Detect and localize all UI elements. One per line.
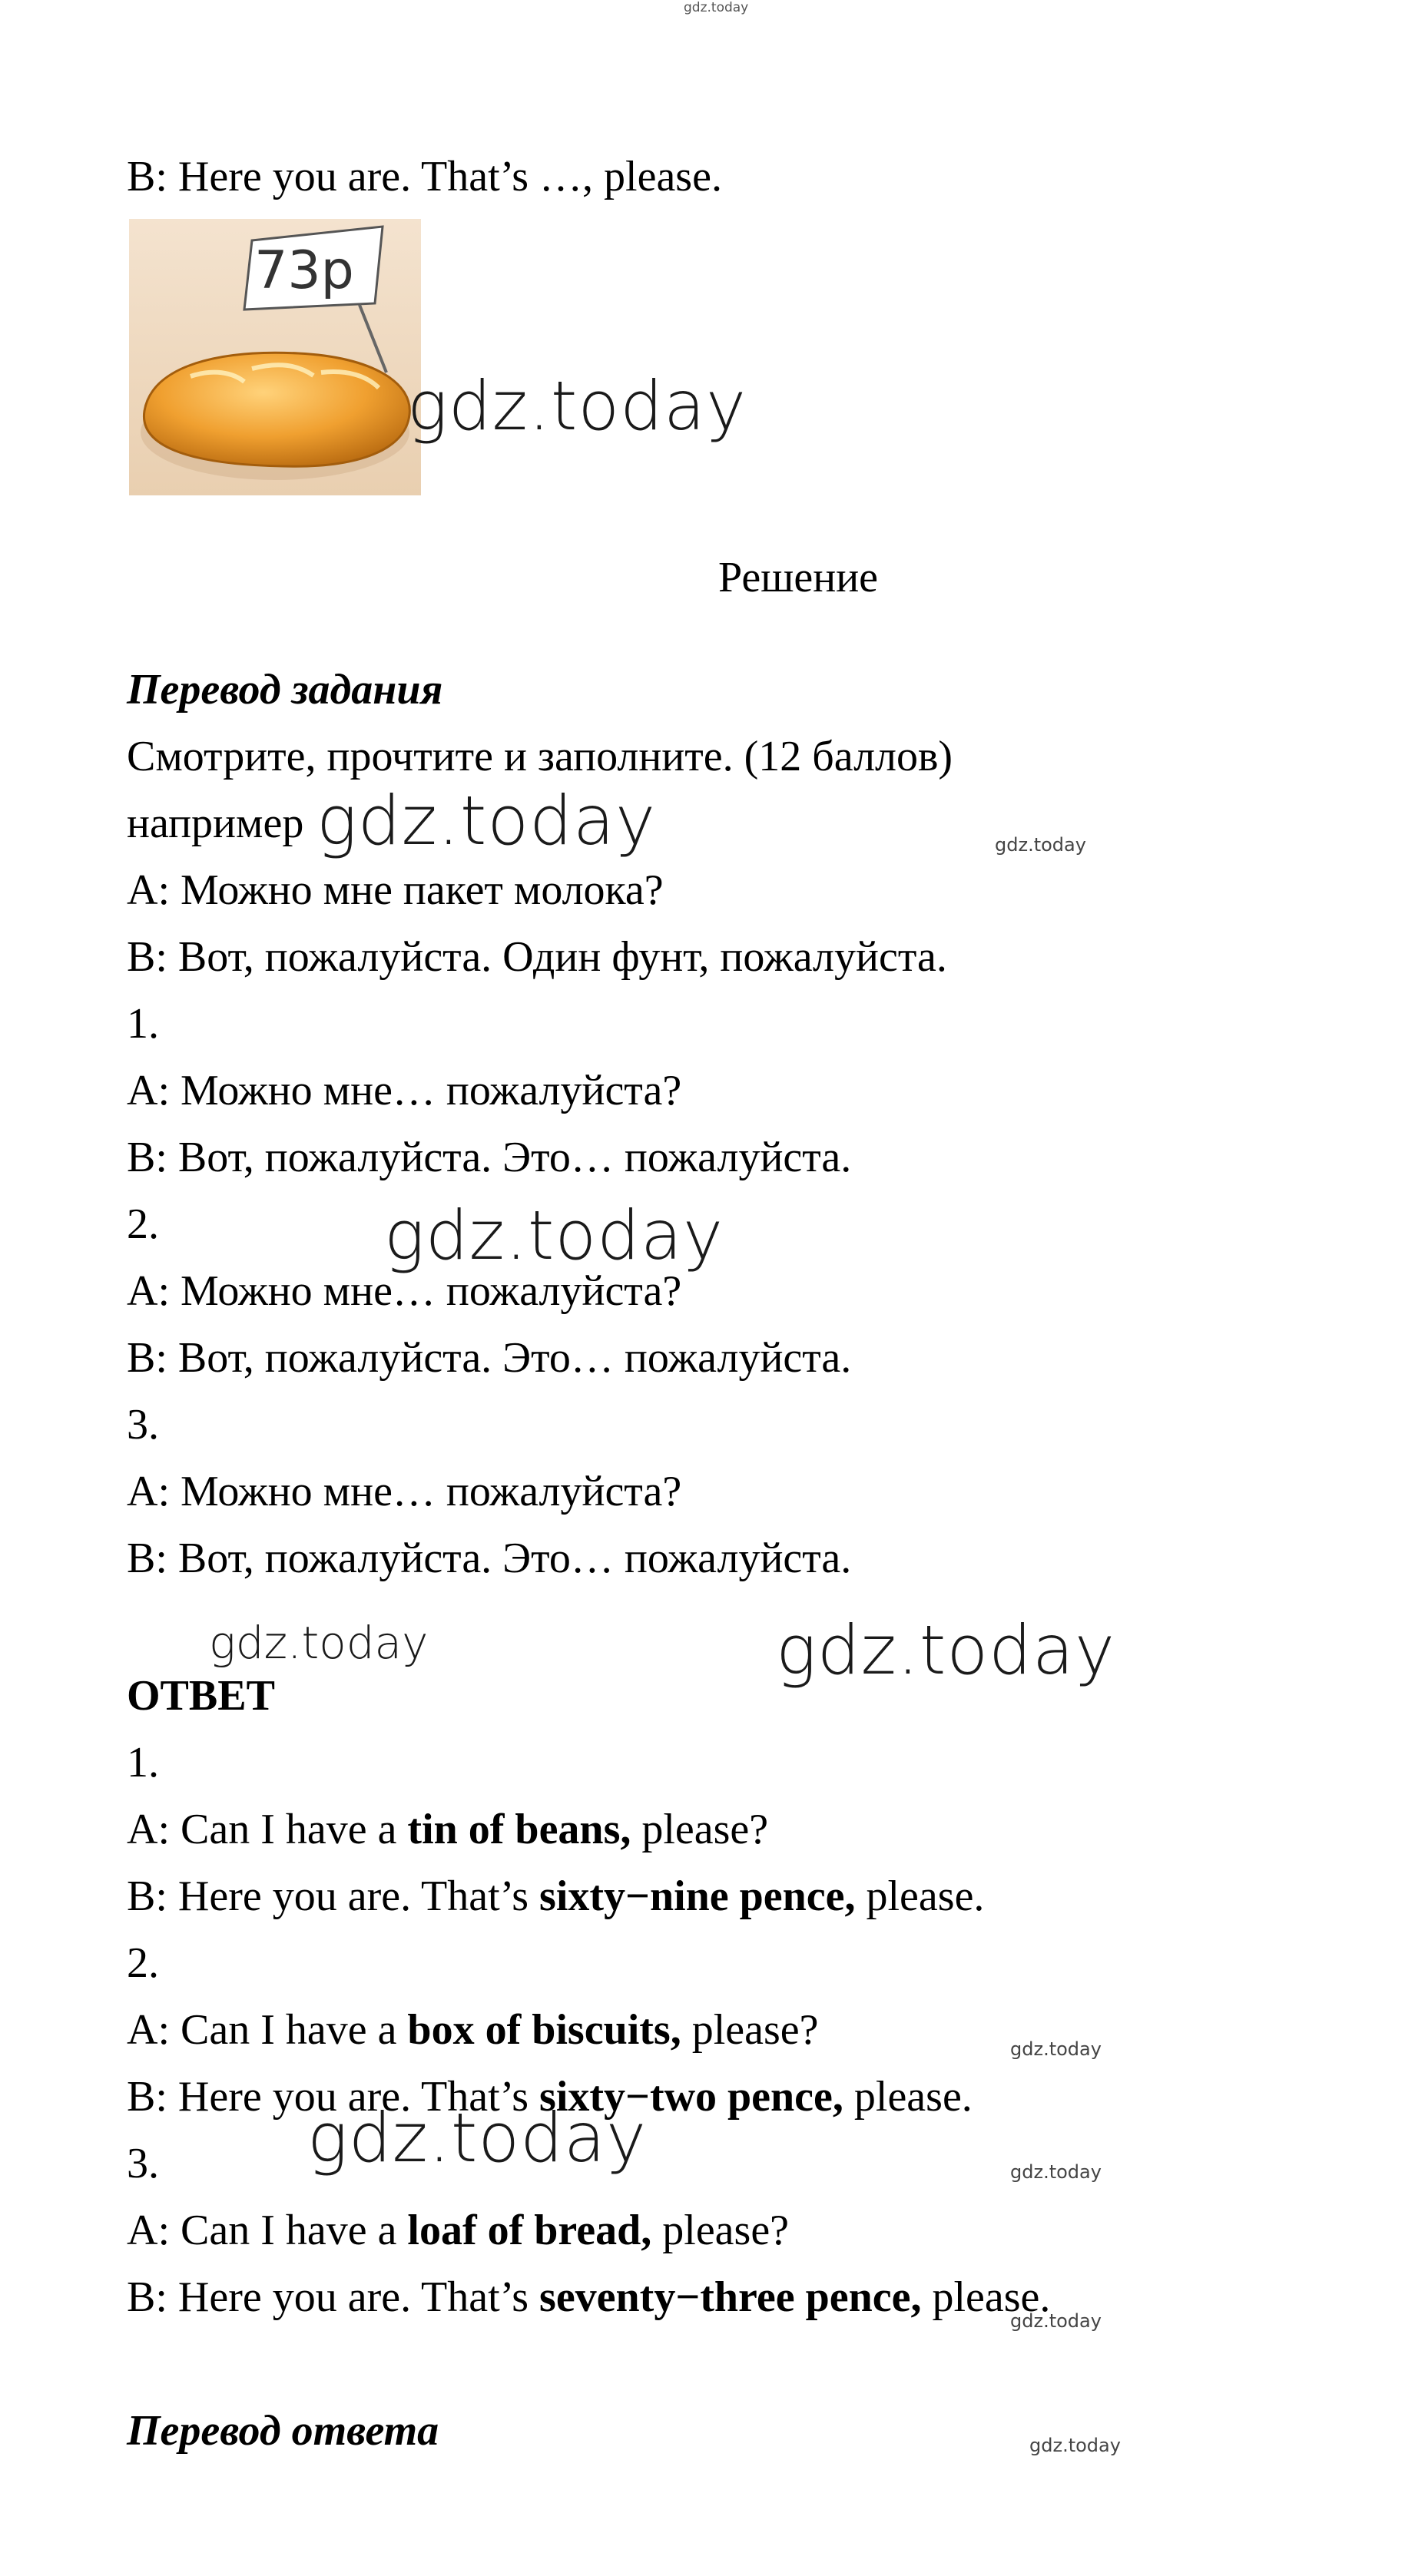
task-item-number: 2.	[127, 1200, 159, 1248]
task-item-line-b: B: Вот, пожалуйста. Это… пожалуйста.	[127, 1134, 852, 1181]
watermark-large-4: gdz.today	[776, 1611, 1116, 1690]
task-item-number: 1.	[127, 1000, 159, 1048]
answer-line-a: A: Can I have a tin of beans, please?	[127, 1806, 769, 1853]
watermark-small-2: gdz.today	[1010, 2038, 1102, 2060]
bread-loaf-icon	[141, 353, 409, 480]
answer-line-a: A: Can I have a loaf of bread, please?	[127, 2207, 790, 2254]
task-translation-heading: Перевод задания	[127, 666, 443, 714]
watermark-small-4: gdz.today	[1010, 2310, 1102, 2332]
example-line-b: B: Вот, пожалуйста. Один фунт, пожалуйста.	[127, 933, 947, 981]
answer-bold-phrase: tin of beans,	[407, 1806, 631, 1853]
task-instruction: Смотрите, прочтите и заполните. (12 баллов)	[127, 733, 953, 780]
answer-item-number: 1.	[127, 1739, 159, 1786]
watermark-small-1: gdz.today	[995, 834, 1086, 856]
price-tag-text: 73p	[254, 240, 354, 301]
answer-bold-price: sixty−two pence,	[539, 2073, 843, 2121]
example-label: например	[127, 800, 304, 847]
task-item-line-a: A: Можно мне… пожалуйста?	[127, 1067, 682, 1114]
answer-line-b: B: Here you are. That’s seventy−three pence, please.	[127, 2273, 1051, 2321]
answer-translation-heading: Перевод ответа	[127, 2407, 439, 2455]
answer-item-number: 2.	[127, 1939, 159, 1987]
solution-title: Решение	[718, 554, 879, 601]
example-line-a: A: Можно мне пакет молока?	[127, 866, 664, 914]
watermark-large-1: gdz.today	[407, 366, 747, 445]
task-item-line-a: A: Можно мне… пожалуйста?	[127, 1267, 682, 1315]
task-item-line-a: A: Можно мне… пожалуйста?	[127, 1468, 682, 1515]
answer-bold-price: sixty−nine pence,	[539, 1872, 856, 1920]
watermark-small-3: gdz.today	[1010, 2161, 1102, 2183]
top-dialogue-line: B: Here you are. That’s …, please.	[127, 153, 722, 200]
bread-price-figure	[129, 219, 421, 495]
watermark-medium-1: gdz.today	[209, 1617, 429, 1669]
task-item-line-b: B: Вот, пожалуйста. Это… пожалуйста.	[127, 1334, 852, 1382]
answer-bold-phrase: box of biscuits,	[407, 2006, 681, 2054]
watermark-large-5: gdz.today	[307, 2098, 648, 2177]
task-item-number: 3.	[127, 1401, 159, 1449]
answer-bold-price: seventy−three pence,	[539, 2273, 922, 2321]
task-item-line-b: B: Вот, пожалуйста. Это… пожалуйста.	[127, 1535, 852, 1582]
watermark-large-2: gdz.today	[316, 781, 657, 860]
watermark-large-3: gdz.today	[384, 1196, 724, 1275]
watermark-small-5: gdz.today	[1029, 2435, 1121, 2456]
answer-line-b: B: Here you are. That’s sixty−two pence, please.	[127, 2073, 973, 2121]
answer-line-b: B: Here you are. That’s sixty−nine pence, please.	[127, 1872, 985, 1920]
watermark-top: gdz.today	[684, 0, 749, 15]
answer-line-a: A: Can I have a box of biscuits, please?	[127, 2006, 819, 2054]
answer-item-number: 3.	[127, 2140, 159, 2187]
answer-heading: ОТВЕТ	[127, 1672, 275, 1720]
answer-bold-phrase: loaf of bread,	[407, 2207, 652, 2254]
